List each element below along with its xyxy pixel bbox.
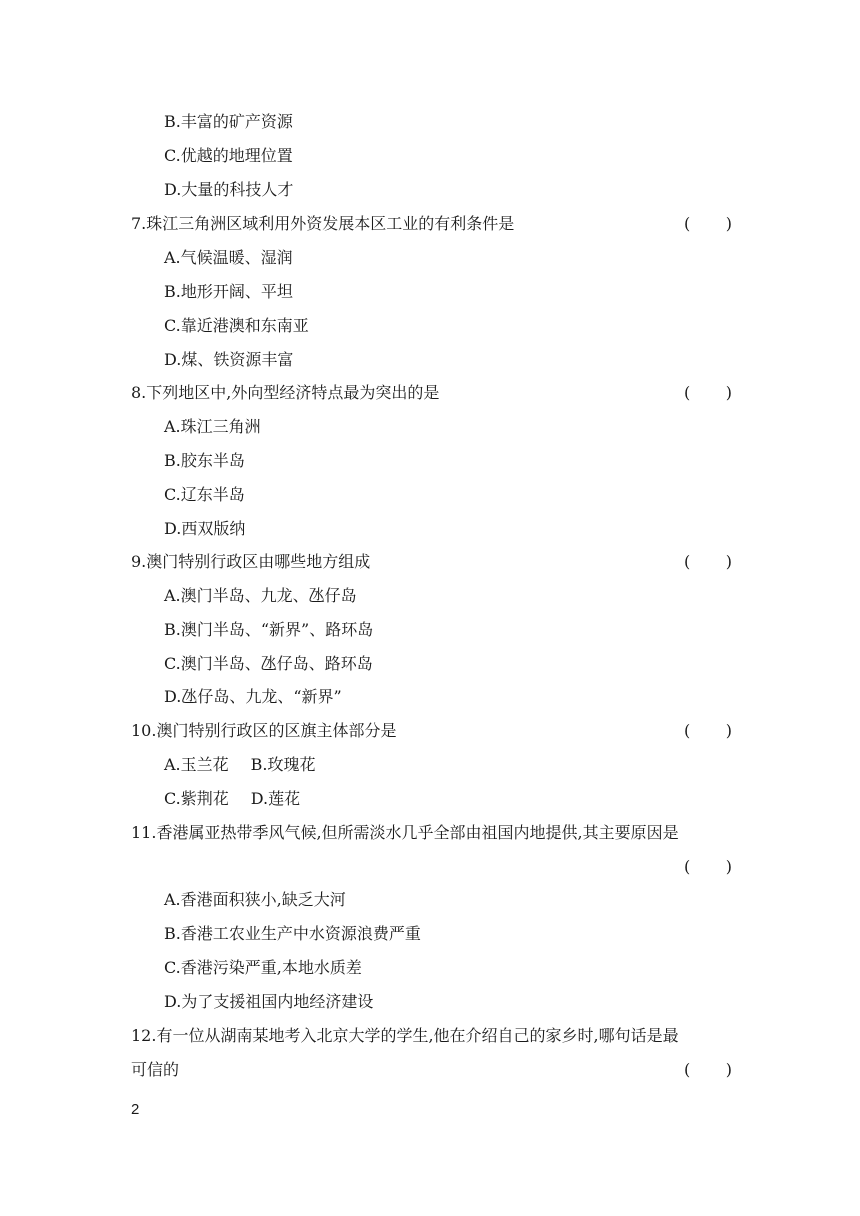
paren-open: ( bbox=[684, 552, 691, 571]
q7-stem: 7.珠江三角洲区域利用外资发展本区工业的有利条件是 bbox=[131, 214, 515, 233]
q6-option-b: B.丰富的矿产资源 bbox=[164, 112, 293, 131]
paren-close: ) bbox=[725, 214, 732, 233]
q8-option-d: D.西双版纳 bbox=[164, 519, 246, 538]
q11-option-d: D.为了支援祖国内地经济建设 bbox=[164, 992, 374, 1011]
q11-option-b: B.香港工农业生产中水资源浪费严重 bbox=[164, 924, 421, 943]
q12-stem-line-2: 可信的 bbox=[131, 1060, 180, 1079]
q11-option-a: A.香港面积狭小,缺乏大河 bbox=[164, 890, 346, 909]
q8-option-c: C.辽东半岛 bbox=[164, 485, 245, 504]
q7-option-b: B.地形开阔、平坦 bbox=[164, 282, 293, 301]
q9-option-a: A.澳门半岛、九龙、氹仔岛 bbox=[164, 586, 357, 605]
q11-stem: 11.香港属亚热带季风气候,但所需淡水几乎全部由祖国内地提供,其主要原因是 bbox=[131, 823, 679, 842]
q7-answer-blank bbox=[684, 214, 732, 234]
q9-answer-blank bbox=[684, 552, 732, 572]
q9-option-c: C.澳门半岛、氹仔岛、路环岛 bbox=[164, 654, 373, 673]
q10-options-row-2 bbox=[164, 789, 300, 809]
paren-close: ) bbox=[725, 721, 732, 740]
q10-options-row-1 bbox=[164, 755, 316, 775]
q7-option-c: C.靠近港澳和东南亚 bbox=[164, 316, 309, 335]
q7-option-a: A.气候温暖、湿润 bbox=[164, 248, 293, 267]
paren-open: ( bbox=[684, 721, 691, 740]
q10-option-b: B.玫瑰花 bbox=[250, 755, 316, 774]
q8-answer-blank bbox=[684, 383, 732, 403]
paren-open: ( bbox=[684, 214, 691, 233]
paren-open: ( bbox=[684, 857, 691, 876]
q6-option-d: D.大量的科技人才 bbox=[164, 180, 294, 199]
page-number: 2 bbox=[131, 1101, 140, 1118]
q12-stem-line-1: 12.有一位从湖南某地考入北京大学的学生,他在介绍自己的家乡时,哪句话是最 bbox=[131, 1026, 679, 1045]
paren-close: ) bbox=[725, 1060, 732, 1079]
q10-option-d: D.莲花 bbox=[250, 789, 301, 808]
q9-option-b: B.澳门半岛、“新界”、路环岛 bbox=[164, 620, 374, 639]
q11-option-c: C.香港污染严重,本地水质差 bbox=[164, 958, 362, 977]
q10-option-c: C.紫荆花 bbox=[164, 789, 229, 808]
q10-answer-blank bbox=[684, 721, 732, 741]
q9-option-d: D.氹仔岛、九龙、“新界” bbox=[164, 687, 342, 706]
q12-answer-blank bbox=[684, 1060, 732, 1080]
paren-open: ( bbox=[684, 1060, 691, 1079]
q10-stem: 10.澳门特别行政区的区旗主体部分是 bbox=[131, 721, 397, 740]
paren-close: ) bbox=[725, 857, 732, 876]
paren-close: ) bbox=[725, 383, 732, 402]
q10-option-a: A.玉兰花 bbox=[164, 755, 229, 774]
q8-option-a: A.珠江三角洲 bbox=[164, 417, 261, 436]
q8-option-b: B.胶东半岛 bbox=[164, 451, 245, 470]
q9-stem: 9.澳门特别行政区由哪些地方组成 bbox=[131, 552, 371, 571]
paren-open: ( bbox=[684, 383, 691, 402]
paren-close: ) bbox=[725, 552, 732, 571]
q6-option-c: C.优越的地理位置 bbox=[164, 146, 293, 165]
q7-option-d: D.煤、铁资源丰富 bbox=[164, 350, 294, 369]
q8-stem: 8.下列地区中,外向型经济特点最为突出的是 bbox=[131, 383, 440, 402]
q11-answer-blank bbox=[684, 857, 732, 877]
